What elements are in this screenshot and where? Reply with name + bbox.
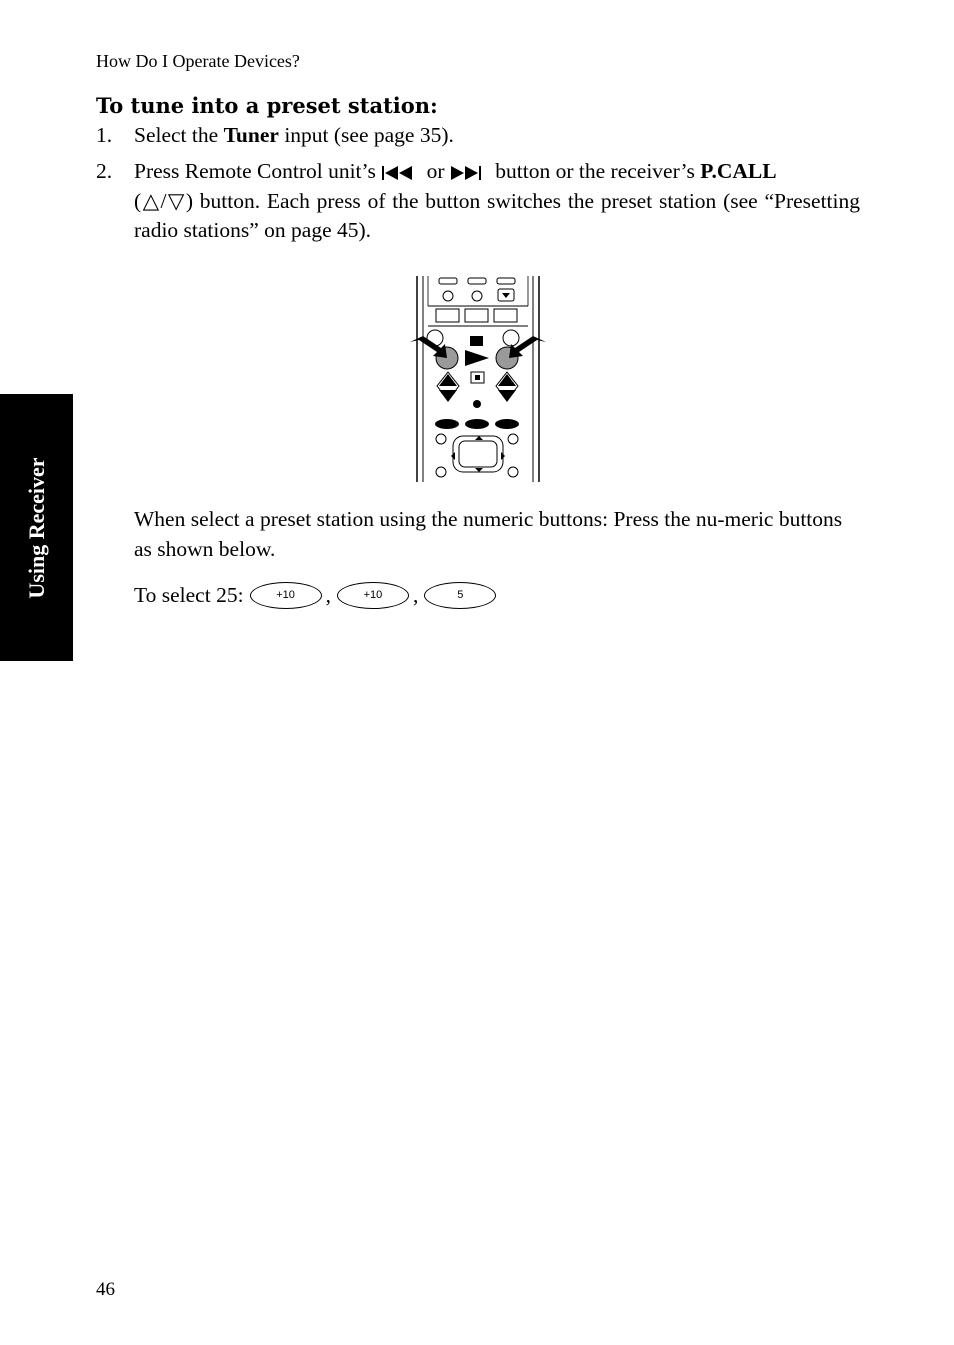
triangle-down-icon: ▽ — [166, 188, 186, 213]
skip-previous-icon — [381, 165, 421, 181]
step-text-post: input (see page 35). — [278, 123, 454, 147]
triangle-up-icon: △ — [141, 188, 161, 213]
skip-next-icon — [450, 165, 490, 181]
running-head: How Do I Operate Devices? — [96, 51, 300, 71]
step-1 — [96, 121, 860, 151]
step-text-pre: Select the — [134, 123, 224, 147]
step-text-pre: Press Remote Control unit’s — [134, 159, 382, 183]
key-5-button: 5 — [424, 582, 496, 609]
separator: , — [412, 583, 419, 607]
step-text-post: ) button. Each press of the button switches the preset station (see “Presetting radio stations” on page 45). — [134, 188, 860, 242]
remote-control-illustration — [407, 276, 549, 482]
section-title: To tune into a preset station: — [96, 93, 438, 118]
step-number: 2. — [96, 159, 113, 183]
key-plus10-button: +10 — [250, 582, 322, 609]
numeric-buttons-paragraph: When select a preset station using the numeric buttons: Press the nu-meric buttons as shown below. — [134, 507, 843, 561]
select-example — [134, 579, 500, 611]
side-tab-label: Using Receiver — [23, 456, 49, 599]
separator: , — [325, 583, 331, 607]
tuner-term: Tuner — [223, 123, 279, 147]
step-2 — [96, 157, 860, 249]
select-label: To select 25: — [134, 583, 244, 607]
step-text — [134, 157, 860, 246]
side-tab — [0, 394, 73, 661]
slash: / — [160, 188, 167, 213]
step-number: 1. — [96, 123, 113, 147]
page-number: 46 — [96, 1279, 115, 1300]
step-text — [134, 121, 860, 151]
step-text-mid: button or the receiver’s — [489, 159, 701, 183]
paren-open: ( — [134, 188, 142, 213]
step-text-or: or — [421, 159, 450, 183]
key-plus10-button: +10 — [337, 582, 409, 609]
pcall-term: P.CALL — [700, 159, 777, 183]
